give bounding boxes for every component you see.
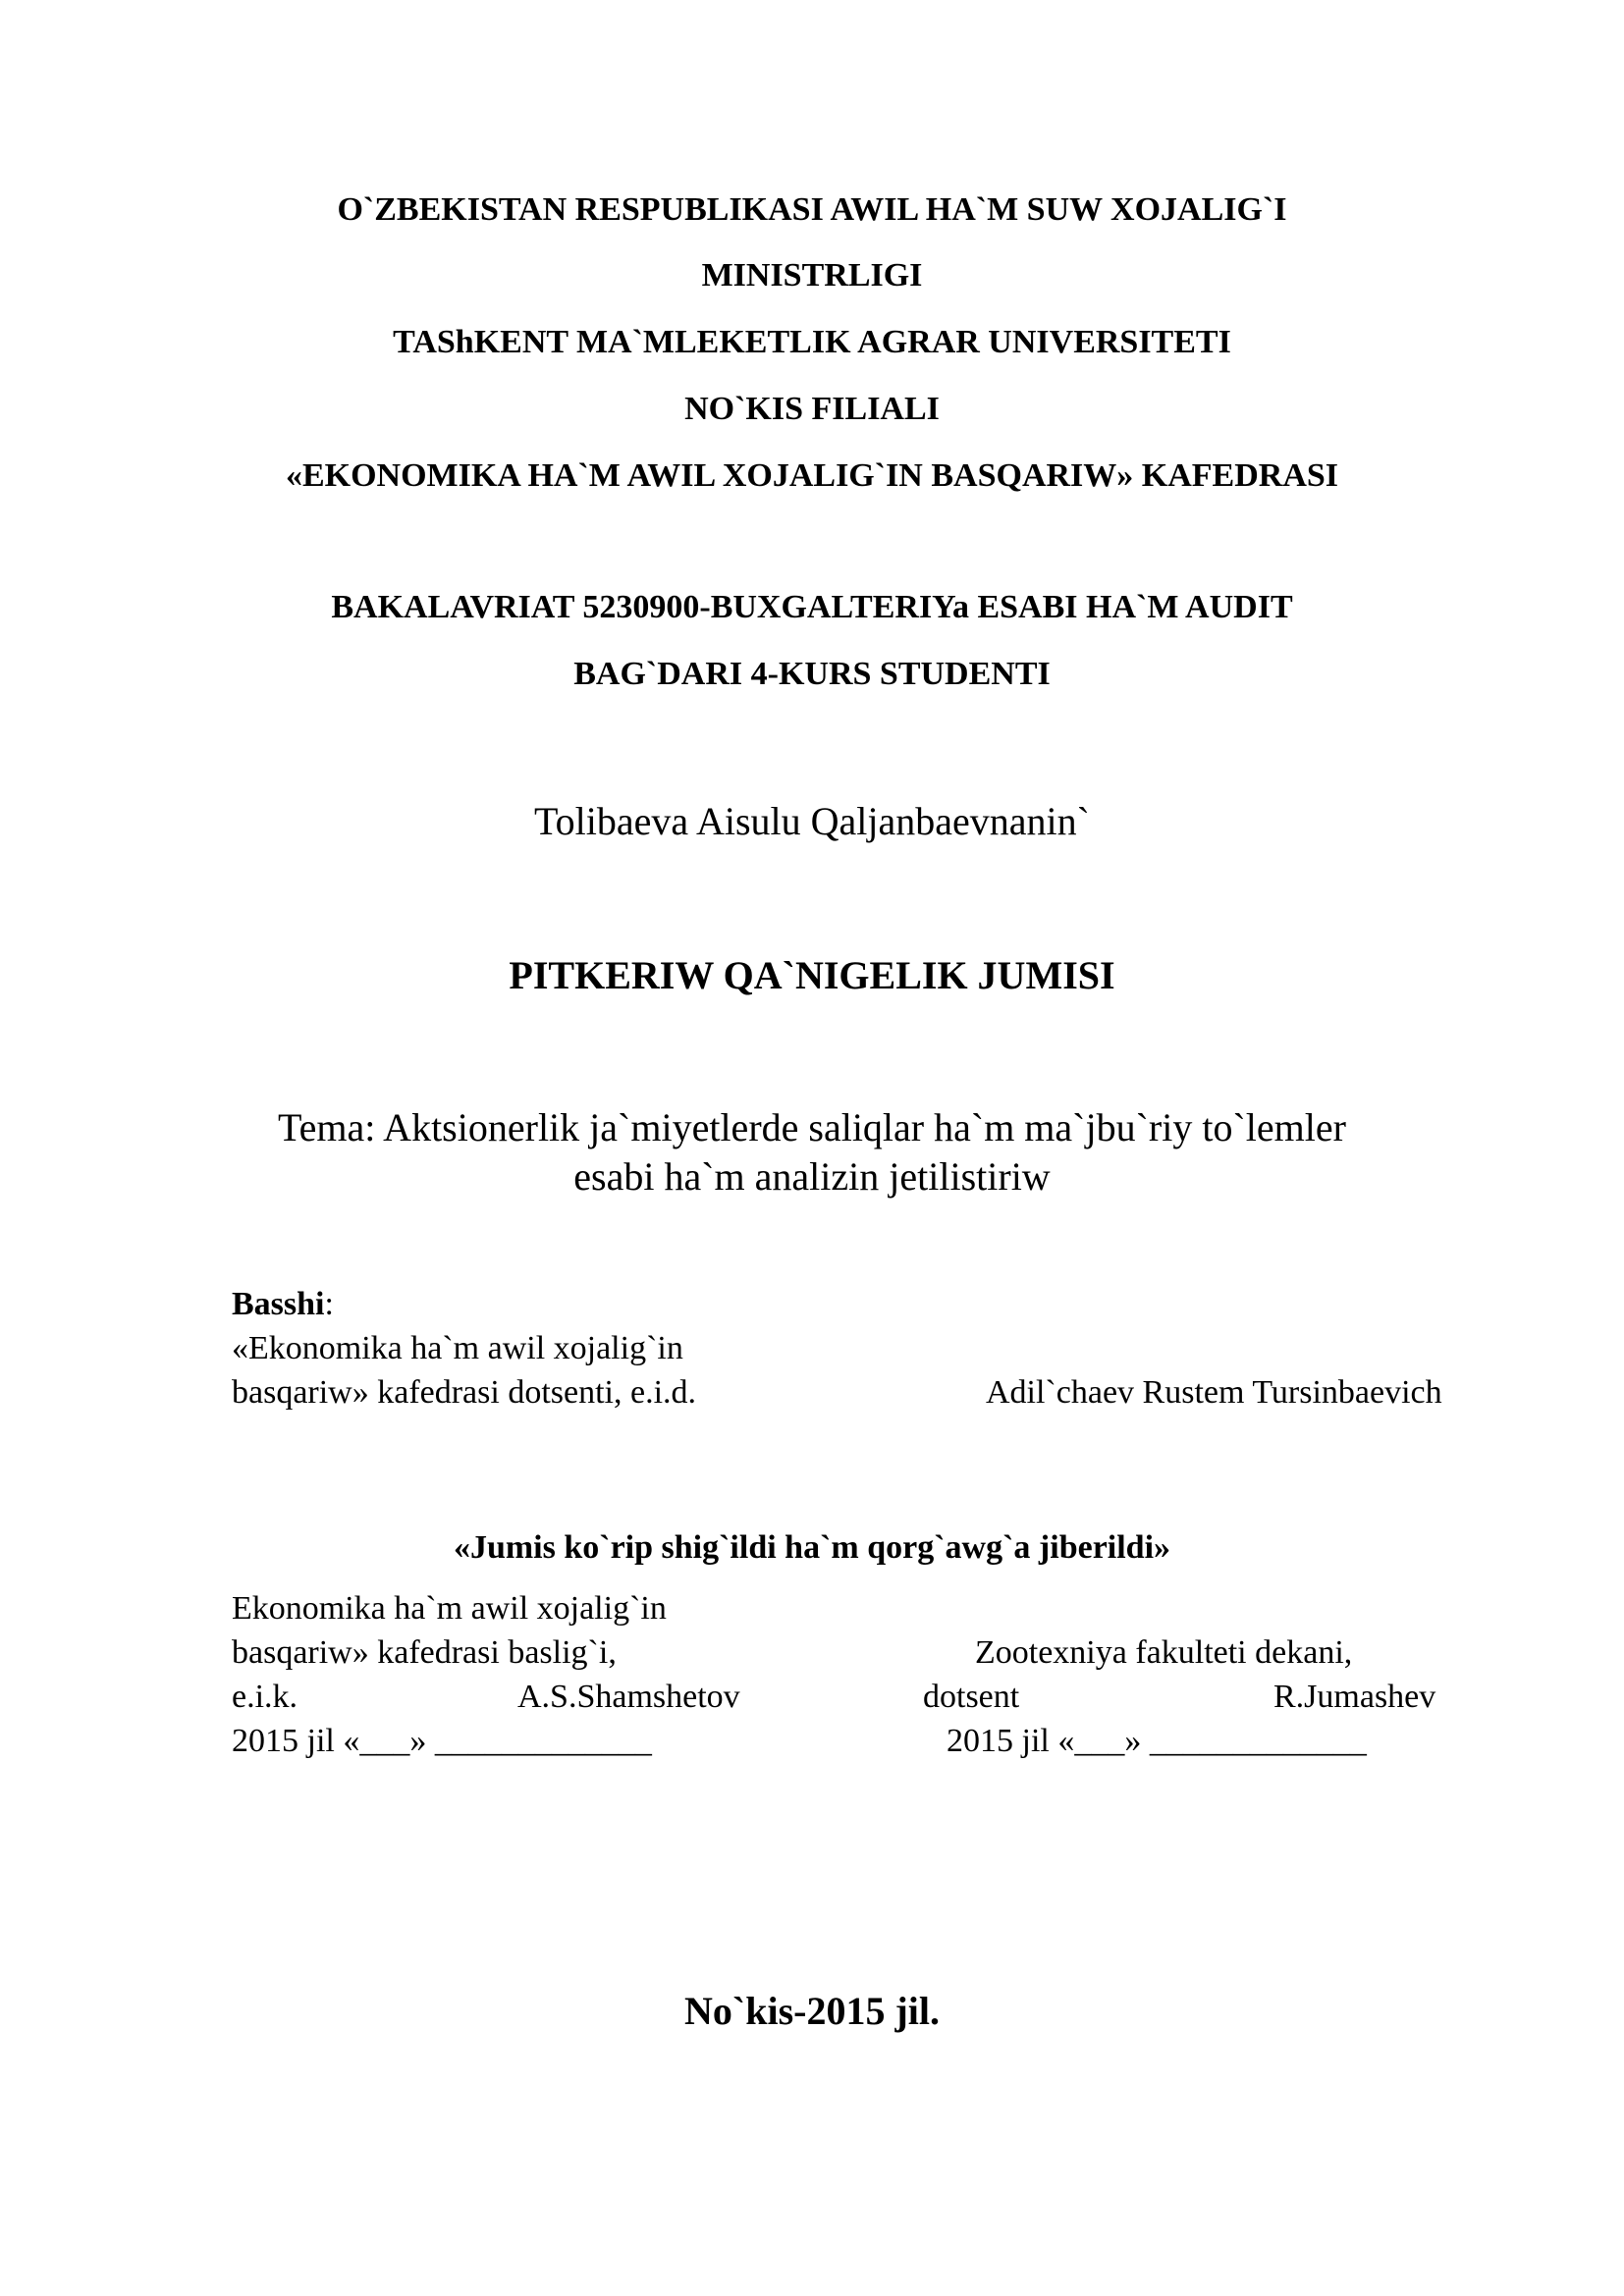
department-name: «EKONOMIKA HA`M AWIL XOJALIG`IN BASQARIW» KAFEDRASI <box>285 457 1339 494</box>
student-name: Tolibaeva Aisulu Qaljanbaevnanin` <box>534 799 1090 843</box>
supervisor-position-line-1: «Ekonomika ha`m awil xojalig`in <box>232 1330 683 1366</box>
dean-date-signature-line: 2015 jil «___» _____________ <box>947 1723 1367 1759</box>
program-line-1: BAKALAVRIAT 5230900-BUXGALTERIYa ESABI HA`M AUDIT <box>331 589 1293 625</box>
dean-position: Zootexniya fakulteti dekani, <box>975 1634 1353 1671</box>
head-position-line-1: Ekonomika ha`m awil xojalig`in <box>232 1590 667 1627</box>
supervisor-name: Adil`chaev Rustem Tursinbaevich <box>986 1374 1442 1411</box>
head-date-signature-line: 2015 jil «___» _____________ <box>232 1723 652 1759</box>
head-name: A.S.Shamshetov <box>517 1679 740 1715</box>
dean-name: R.Jumashev <box>1273 1679 1436 1715</box>
topic-line-1: Tema: Aktsionerlik ja`miyetlerde saliqlar ha`m ma`jbu`riy to`lemler <box>278 1105 1346 1149</box>
ministry-line-2: MINISTRLIGI <box>701 257 923 294</box>
topic-line-2: esabi ha`m analizin jetilistiriw <box>573 1154 1051 1199</box>
supervisor-label <box>232 1286 334 1323</box>
approval-title: «Jumis ko`rip shig`ildi ha`m qorg`awg`a jiberildi» <box>453 1529 1171 1566</box>
supervisor-label-text: Basshi <box>232 1286 325 1322</box>
university-name: TAShKENT MA`MLEKETLIK AGRAR UNIVERSITETI <box>393 324 1231 360</box>
program-line-2: BAG`DARI 4-KURS STUDENTI <box>573 656 1051 692</box>
branch-name: NO`KIS FILIALI <box>684 391 940 427</box>
place-and-year: No`kis-2015 jil. <box>684 1989 940 2033</box>
supervisor-position-line-2: basqariw» kafedrasi dotsenti, e.i.d. <box>232 1374 697 1411</box>
work-title: PITKERIW QA`NIGELIK JUMISI <box>509 953 1115 997</box>
head-position-line-2: basqariw» kafedrasi baslig`i, <box>232 1634 617 1671</box>
head-degree: e.i.k. <box>232 1679 298 1715</box>
ministry-line-1: O`ZBEKISTAN RESPUBLIKASI AWIL HA`M SUW XOJALIG`I <box>337 191 1287 228</box>
supervisor-label-colon: : <box>324 1286 334 1322</box>
dean-title: dotsent <box>923 1679 1020 1715</box>
